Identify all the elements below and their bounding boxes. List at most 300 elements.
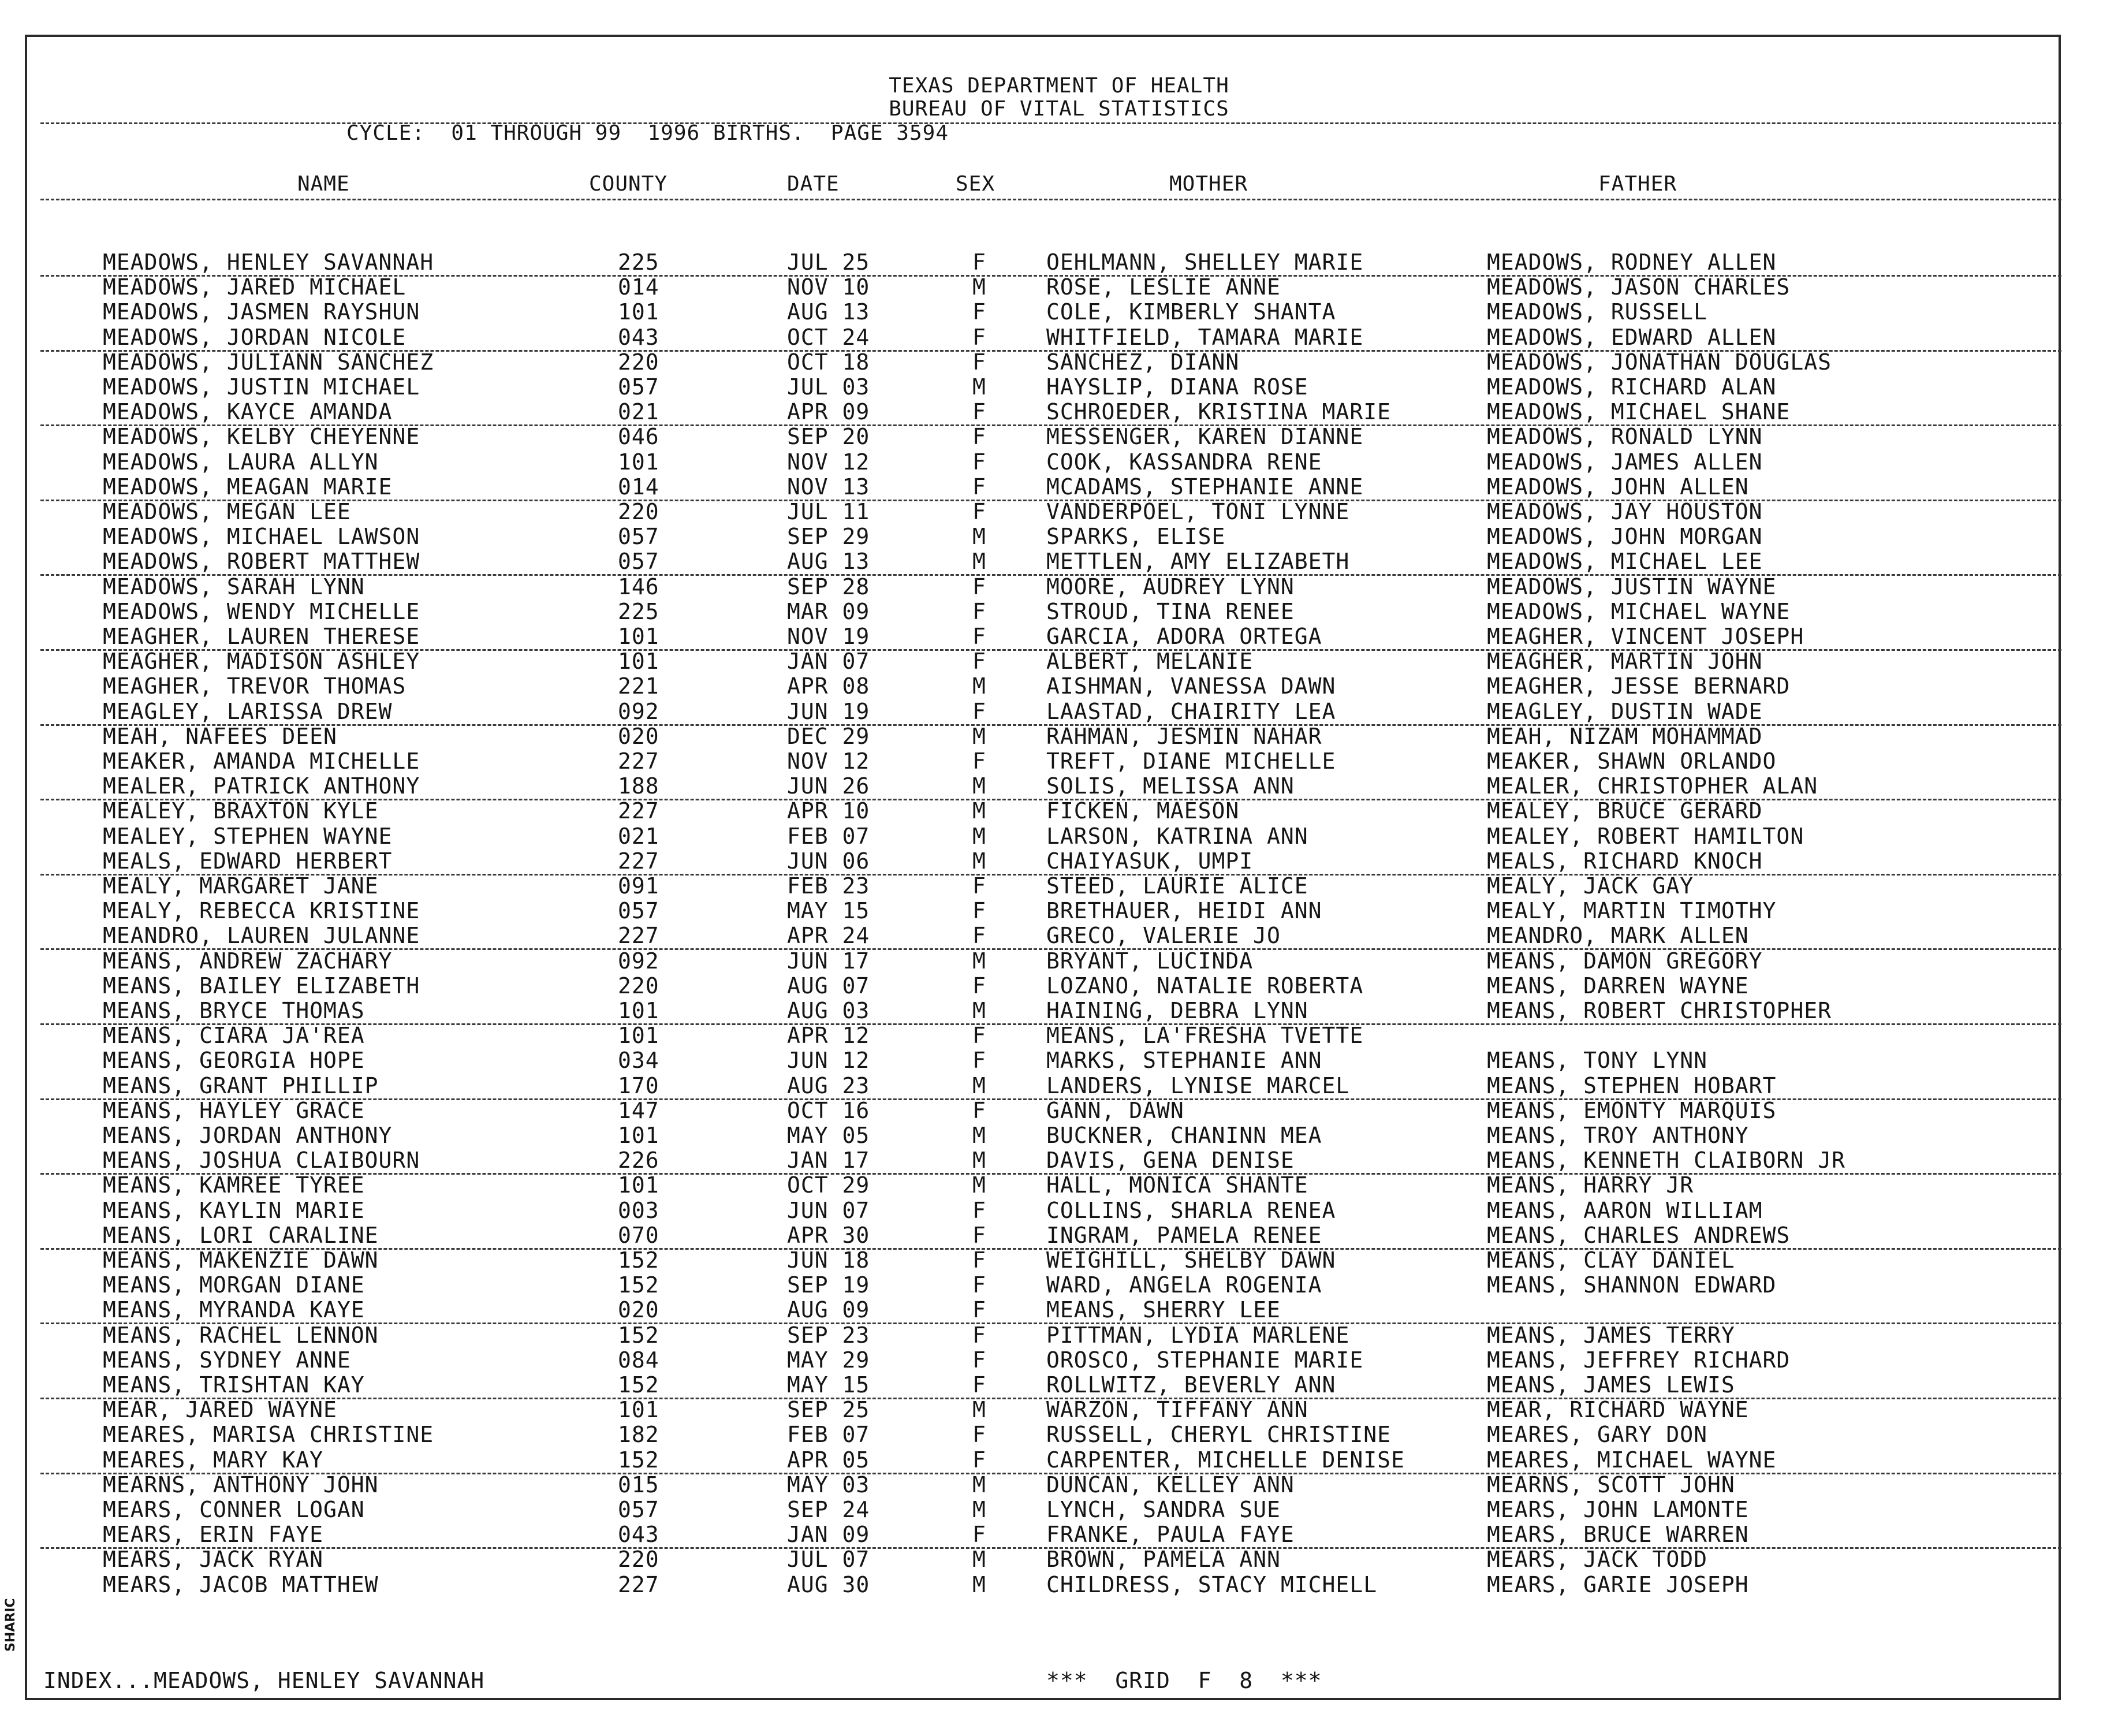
- cell-sex: M: [972, 1172, 986, 1198]
- cell-county: 057: [618, 1497, 659, 1522]
- cell-mother: LOZANO, NATALIE ROBERTA: [1046, 973, 1364, 999]
- cell-date: FEB 07: [787, 823, 870, 849]
- cell-county: 034: [618, 1048, 659, 1074]
- table-row: [0, 349, 2118, 374]
- cell-mother: COLLINS, SHARLA RENEA: [1046, 1197, 1336, 1223]
- cell-mother: MEANS, SHERRY LEE: [1046, 1297, 1281, 1323]
- table-row: [0, 773, 2118, 798]
- table-row: [0, 399, 2118, 424]
- table-row: [0, 973, 2118, 998]
- cell-county: 147: [618, 1097, 659, 1123]
- table-row: [0, 948, 2118, 973]
- cell-sex: M: [972, 723, 986, 749]
- agency-title: TEXAS DEPARTMENT OF HEALTH: [889, 74, 1229, 98]
- cell-county: 146: [618, 573, 659, 599]
- cell-county: 091: [618, 873, 659, 899]
- bureau-title: BUREAU OF VITAL STATISTICS: [889, 97, 1229, 121]
- cell-sex: F: [972, 624, 986, 649]
- cell-name: MEARNS, ANTHONY JOHN: [103, 1471, 379, 1497]
- cell-name: MEADOWS, JASMEN RAYSHUN: [103, 299, 420, 325]
- cell-sex: M: [972, 998, 986, 1023]
- cell-mother: COOK, KASSANDRA RENE: [1046, 449, 1322, 475]
- table-row: [0, 1098, 2118, 1123]
- cell-county: 021: [618, 399, 659, 425]
- table-row: [0, 424, 2118, 449]
- table-row: [0, 1472, 2118, 1497]
- cell-county: 057: [618, 524, 659, 550]
- cell-mother: HAINING, DEBRA LYNN: [1046, 998, 1308, 1023]
- cell-mother: WARD, ANGELA ROGENIA: [1046, 1272, 1322, 1298]
- cell-county: 014: [618, 274, 659, 300]
- cell-name: MEADOWS, MEAGAN MARIE: [103, 474, 393, 500]
- cell-date: NOV 12: [787, 449, 870, 475]
- cell-sex: M: [972, 848, 986, 874]
- cell-mother: AISHMAN, VANESSA DAWN: [1046, 673, 1336, 699]
- cell-mother: MCADAMS, STEPHANIE ANNE: [1046, 474, 1364, 500]
- cell-date: MAY 15: [787, 898, 870, 924]
- cell-sex: F: [972, 1197, 986, 1223]
- cell-date: JAN 09: [787, 1522, 870, 1548]
- cell-father: MEANS, STEPHEN HOBART: [1487, 1072, 1777, 1098]
- cell-mother: MOORE, AUDREY LYNN: [1046, 573, 1295, 599]
- cell-date: JUN 12: [787, 1048, 870, 1074]
- cell-father: MEADOWS, JAMES ALLEN: [1487, 449, 1763, 475]
- cell-sex: F: [972, 499, 986, 524]
- cell-sex: F: [972, 1297, 986, 1323]
- cell-father: MEAGHER, JESSE BERNARD: [1487, 673, 1791, 699]
- cell-name: MEARS, JACOB MATTHEW: [103, 1571, 379, 1597]
- cell-mother: STROUD, TINA RENEE: [1046, 598, 1295, 624]
- cell-mother: VANDERPOEL, TONI LYNNE: [1046, 499, 1350, 524]
- cell-date: OCT 29: [787, 1172, 870, 1198]
- cell-father: MEALER, CHRISTOPHER ALAN: [1487, 773, 1818, 799]
- cell-county: 101: [618, 1172, 659, 1198]
- cell-father: MEANS, KENNETH CLAIBORN JR: [1487, 1148, 1845, 1174]
- table-row: [0, 274, 2118, 299]
- cell-father: MEARS, GARIE JOSEPH: [1487, 1571, 1749, 1597]
- cell-date: FEB 23: [787, 873, 870, 899]
- cell-sex: F: [972, 449, 986, 475]
- cell-county: 225: [618, 598, 659, 624]
- cell-name: MEALEY, STEPHEN WAYNE: [103, 823, 393, 849]
- cell-sex: F: [972, 1522, 986, 1548]
- cell-father: MEARES, MICHAEL WAYNE: [1487, 1447, 1777, 1473]
- cell-county: 101: [618, 624, 659, 649]
- cell-father: MEAGHER, VINCENT JOSEPH: [1487, 624, 1804, 649]
- column-header-name: NAME: [297, 172, 350, 196]
- cell-sex: F: [972, 349, 986, 375]
- cell-mother: LANDERS, LYNISE MARCEL: [1046, 1072, 1350, 1098]
- cell-county: 070: [618, 1222, 659, 1248]
- table-row: [0, 824, 2118, 848]
- cell-date: OCT 18: [787, 349, 870, 375]
- table-row: [0, 499, 2118, 524]
- cell-date: APR 12: [787, 1023, 870, 1049]
- cell-sex: M: [972, 1397, 986, 1423]
- cell-name: MEAR, JARED WAYNE: [103, 1397, 337, 1423]
- cell-name: MEANDRO, LAUREN JULANNE: [103, 923, 420, 949]
- cell-sex: F: [972, 1372, 986, 1398]
- cell-name: MEADOWS, KAYCE AMANDA: [103, 399, 393, 425]
- table-row: [0, 574, 2118, 599]
- cell-county: 101: [618, 998, 659, 1023]
- cell-name: MEANS, BRYCE THOMAS: [103, 998, 365, 1023]
- cell-mother: CARPENTER, MICHELLE DENISE: [1046, 1447, 1405, 1473]
- cell-sex: M: [972, 1571, 986, 1597]
- table-row: [0, 1323, 2118, 1347]
- cell-sex: F: [972, 1222, 986, 1248]
- cell-mother: BUCKNER, CHANINN MEA: [1046, 1123, 1322, 1148]
- cell-county: 220: [618, 973, 659, 999]
- column-header-county: COUNTY: [589, 172, 668, 196]
- cell-name: MEADOWS, JULIANN SANCHEZ: [103, 349, 434, 375]
- table-row: [0, 1572, 2118, 1597]
- cell-county: 152: [618, 1447, 659, 1473]
- cell-county: 101: [618, 449, 659, 475]
- table-row: [0, 1148, 2118, 1172]
- cell-name: MEANS, JOSHUA CLAIBOURN: [103, 1148, 420, 1174]
- cell-name: MEANS, JORDAN ANTHONY: [103, 1123, 393, 1148]
- cell-father: MEADOWS, JOHN MORGAN: [1487, 524, 1763, 550]
- cell-mother: DUNCAN, KELLEY ANN: [1046, 1471, 1295, 1497]
- table-row: [0, 699, 2118, 724]
- table-row: [0, 1447, 2118, 1472]
- cell-name: MEARS, CONNER LOGAN: [103, 1497, 365, 1522]
- cell-mother: TREFT, DIANE MICHELLE: [1046, 748, 1336, 774]
- cycle-line: CYCLE: 01 THROUGH 99 1996 BIRTHS. PAGE 3594: [346, 121, 949, 145]
- cell-father: MEADOWS, MICHAEL SHANE: [1487, 399, 1791, 425]
- cell-mother: ALBERT, MELANIE: [1046, 649, 1254, 675]
- cell-date: JUN 06: [787, 848, 870, 874]
- cell-father: MEANS, SHANNON EDWARD: [1487, 1272, 1777, 1298]
- cell-father: MEADOWS, RICHARD ALAN: [1487, 374, 1777, 400]
- cell-date: SEP 25: [787, 1397, 870, 1423]
- cell-mother: STEED, LAURIE ALICE: [1046, 873, 1308, 899]
- cell-mother: SPARKS, ELISE: [1046, 524, 1226, 550]
- cell-sex: M: [972, 948, 986, 974]
- table-row: [0, 848, 2118, 873]
- cell-date: OCT 16: [787, 1097, 870, 1123]
- cell-date: OCT 24: [787, 324, 870, 350]
- cell-mother: MARKS, STEPHANIE ANN: [1046, 1048, 1322, 1074]
- cell-name: MEAKER, AMANDA MICHELLE: [103, 748, 420, 774]
- table-row: [0, 998, 2118, 1023]
- cell-county: 092: [618, 698, 659, 724]
- cell-mother: OROSCO, STEPHANIE MARIE: [1046, 1347, 1364, 1373]
- cell-date: JUN 26: [787, 773, 870, 799]
- cell-sex: M: [972, 823, 986, 849]
- cell-name: MEANS, GRANT PHILLIP: [103, 1072, 379, 1098]
- cell-name: MEADOWS, JUSTIN MICHAEL: [103, 374, 420, 400]
- cell-sex: F: [972, 598, 986, 624]
- cell-sex: F: [972, 649, 986, 675]
- cell-name: MEADOWS, JORDAN NICOLE: [103, 324, 407, 350]
- cell-father: MEADOWS, MICHAEL LEE: [1487, 549, 1763, 575]
- cell-mother: BRETHAUER, HEIDI ANN: [1046, 898, 1322, 924]
- cell-father: MEANS, JEFFREY RICHARD: [1487, 1347, 1791, 1373]
- cell-date: SEP 29: [787, 524, 870, 550]
- table-row: [0, 374, 2118, 399]
- cell-mother: LARSON, KATRINA ANN: [1046, 823, 1308, 849]
- cell-mother: PITTMAN, LYDIA MARLENE: [1046, 1322, 1350, 1348]
- cell-date: AUG 03: [787, 998, 870, 1023]
- cell-date: AUG 23: [787, 1072, 870, 1098]
- cell-date: JUN 19: [787, 698, 870, 724]
- cell-father: MEANS, CLAY DANIEL: [1487, 1247, 1735, 1273]
- cell-date: JUN 07: [787, 1197, 870, 1223]
- cell-name: MEARS, JACK RYAN: [103, 1547, 324, 1573]
- cell-county: 021: [618, 823, 659, 849]
- cell-father: MEADOWS, EDWARD ALLEN: [1487, 324, 1777, 350]
- cell-name: MEANS, TRISHTAN KAY: [103, 1372, 365, 1398]
- cell-mother: WARZON, TIFFANY ANN: [1046, 1397, 1308, 1423]
- table-row: [0, 474, 2118, 499]
- cell-mother: SCHROEDER, KRISTINA MARIE: [1046, 399, 1391, 425]
- table-row: [0, 1198, 2118, 1223]
- table-row: [0, 798, 2118, 823]
- cell-sex: F: [972, 1247, 986, 1273]
- cell-county: 152: [618, 1272, 659, 1298]
- cell-father: MEANS, JAMES TERRY: [1487, 1322, 1735, 1348]
- cell-county: 227: [618, 798, 659, 824]
- cell-mother: WEIGHILL, SHELBY DAWN: [1046, 1247, 1336, 1273]
- cell-date: AUG 13: [787, 549, 870, 575]
- cell-date: JUN 17: [787, 948, 870, 974]
- cell-date: FEB 07: [787, 1422, 870, 1448]
- table-row: [0, 1048, 2118, 1072]
- table-row: [0, 923, 2118, 948]
- table-row: [0, 898, 2118, 923]
- cell-county: 152: [618, 1372, 659, 1398]
- table-row: [0, 299, 2118, 324]
- cell-father: MEAGHER, MARTIN JOHN: [1487, 649, 1763, 675]
- side-label: SHARIC: [3, 1598, 18, 1652]
- cell-date: SEP 20: [787, 424, 870, 450]
- cell-father: MEANS, ROBERT CHRISTOPHER: [1487, 998, 1832, 1023]
- cell-county: 188: [618, 773, 659, 799]
- cell-county: 057: [618, 898, 659, 924]
- column-header-divider: [40, 199, 2061, 200]
- cell-date: MAY 29: [787, 1347, 870, 1373]
- cell-mother: SANCHEZ, DIANN: [1046, 349, 1240, 375]
- cell-county: 170: [618, 1072, 659, 1098]
- cell-father: MEADOWS, JONATHAN DOUGLAS: [1487, 349, 1832, 375]
- cell-sex: M: [972, 673, 986, 699]
- cell-father: MEARS, JOHN LAMONTE: [1487, 1497, 1749, 1522]
- cell-name: MEADOWS, MEGAN LEE: [103, 499, 351, 524]
- table-row: [0, 325, 2118, 349]
- cell-sex: M: [972, 1148, 986, 1174]
- cell-father: MEALY, JACK GAY: [1487, 873, 1694, 899]
- cell-date: AUG 07: [787, 973, 870, 999]
- cell-mother: WHITFIELD, TAMARA MARIE: [1046, 324, 1364, 350]
- table-row: [0, 1272, 2118, 1297]
- cell-father: MEAR, RICHARD WAYNE: [1487, 1397, 1749, 1423]
- cell-date: NOV 10: [787, 274, 870, 300]
- table-row: [0, 673, 2118, 698]
- cell-sex: M: [972, 798, 986, 824]
- cell-name: MEAGHER, TREVOR THOMAS: [103, 673, 407, 699]
- cell-sex: M: [972, 274, 986, 300]
- cell-sex: F: [972, 748, 986, 774]
- cell-father: MEARS, BRUCE WARREN: [1487, 1522, 1749, 1548]
- cell-father: MEANS, AARON WILLIAM: [1487, 1197, 1763, 1223]
- cell-name: MEANS, RACHEL LENNON: [103, 1322, 379, 1348]
- cell-father: MEARES, GARY DON: [1487, 1422, 1708, 1448]
- table-row: [0, 1247, 2118, 1272]
- cell-name: MEANS, HAYLEY GRACE: [103, 1097, 365, 1123]
- cell-county: 046: [618, 424, 659, 450]
- table-row: [0, 1073, 2118, 1098]
- cell-name: MEALEY, BRAXTON KYLE: [103, 798, 379, 824]
- cell-sex: F: [972, 1422, 986, 1448]
- cell-sex: M: [972, 1471, 986, 1497]
- cell-name: MEADOWS, LAURA ALLYN: [103, 449, 379, 475]
- cell-date: MAY 15: [787, 1372, 870, 1398]
- cell-county: 020: [618, 1297, 659, 1323]
- cell-date: MAY 03: [787, 1471, 870, 1497]
- cell-father: MEADOWS, JASON CHARLES: [1487, 274, 1791, 300]
- cell-name: MEANS, MORGAN DIANE: [103, 1272, 365, 1298]
- cell-county: 226: [618, 1148, 659, 1174]
- cell-county: 020: [618, 723, 659, 749]
- cell-mother: GARCIA, ADORA ORTEGA: [1046, 624, 1322, 649]
- cell-name: MEARES, MARISA CHRISTINE: [103, 1422, 434, 1448]
- cell-mother: OEHLMANN, SHELLEY MARIE: [1046, 249, 1364, 275]
- cell-father: MEANS, DAMON GREGORY: [1487, 948, 1763, 974]
- cell-sex: F: [972, 1272, 986, 1298]
- cell-sex: M: [972, 549, 986, 575]
- cell-mother: BRYANT, LUCINDA: [1046, 948, 1254, 974]
- cell-mother: HAYSLIP, DIANA ROSE: [1046, 374, 1308, 400]
- cell-sex: F: [972, 324, 986, 350]
- cell-date: JAN 17: [787, 1148, 870, 1174]
- cell-father: MEALY, MARTIN TIMOTHY: [1487, 898, 1777, 924]
- cell-mother: GRECO, VALERIE JO: [1046, 923, 1281, 949]
- cell-sex: F: [972, 299, 986, 325]
- cell-date: APR 08: [787, 673, 870, 699]
- cell-sex: M: [972, 374, 986, 400]
- cell-father: MEANS, DARREN WAYNE: [1487, 973, 1749, 999]
- cell-sex: F: [972, 898, 986, 924]
- cell-date: JUL 25: [787, 249, 870, 275]
- cell-mother: FRANKE, PAULA FAYE: [1046, 1522, 1295, 1548]
- column-header-father: FATHER: [1598, 172, 1677, 196]
- table-row: [0, 599, 2118, 624]
- cell-mother: SOLIS, MELISSA ANN: [1046, 773, 1295, 799]
- cell-name: MEANS, BAILEY ELIZABETH: [103, 973, 420, 999]
- table-row: [0, 549, 2118, 573]
- cell-mother: INGRAM, PAMELA RENEE: [1046, 1222, 1322, 1248]
- cell-county: 101: [618, 1123, 659, 1148]
- table-row: [0, 1547, 2118, 1571]
- cell-father: MEADOWS, JAY HOUSTON: [1487, 499, 1763, 524]
- cell-name: MEALS, EDWARD HERBERT: [103, 848, 393, 874]
- cell-county: 015: [618, 1471, 659, 1497]
- cell-name: MEARS, ERIN FAYE: [103, 1522, 324, 1548]
- cell-county: 182: [618, 1422, 659, 1448]
- table-row: [0, 724, 2118, 748]
- cell-mother: BROWN, PAMELA ANN: [1046, 1547, 1281, 1573]
- table-row: [0, 1522, 2118, 1547]
- cell-county: 227: [618, 923, 659, 949]
- cell-sex: F: [972, 1322, 986, 1348]
- cell-father: MEADOWS, JOHN ALLEN: [1487, 474, 1749, 500]
- cell-mother: LYNCH, SANDRA SUE: [1046, 1497, 1281, 1522]
- cell-sex: F: [972, 399, 986, 425]
- cell-father: MEARS, JACK TODD: [1487, 1547, 1708, 1573]
- table-row: [0, 1347, 2118, 1372]
- cell-father: MEANS, HARRY JR: [1487, 1172, 1694, 1198]
- cell-father: MEAKER, SHAWN ORLANDO: [1487, 748, 1777, 774]
- table-row: [0, 873, 2118, 898]
- cell-sex: M: [972, 1123, 986, 1148]
- cell-name: MEADOWS, SARAH LYNN: [103, 573, 365, 599]
- cell-date: APR 30: [787, 1222, 870, 1248]
- cell-name: MEANS, KAYLIN MARIE: [103, 1197, 365, 1223]
- cell-date: APR 09: [787, 399, 870, 425]
- table-row: [0, 1023, 2118, 1048]
- column-header-mother: MOTHER: [1169, 172, 1248, 196]
- cell-father: MEADOWS, RONALD LYNN: [1487, 424, 1763, 450]
- cell-date: AUG 09: [787, 1297, 870, 1323]
- cell-sex: F: [972, 698, 986, 724]
- table-row: [0, 1172, 2118, 1197]
- cell-date: APR 05: [787, 1447, 870, 1473]
- cell-name: MEANS, MYRANDA KAYE: [103, 1297, 365, 1323]
- cell-date: SEP 19: [787, 1272, 870, 1298]
- cell-mother: ROLLWITZ, BEVERLY ANN: [1046, 1372, 1336, 1398]
- cell-father: MEANS, CHARLES ANDREWS: [1487, 1222, 1791, 1248]
- cell-mother: RUSSELL, CHERYL CHRISTINE: [1046, 1422, 1391, 1448]
- cell-name: MEANS, LORI CARALINE: [103, 1222, 379, 1248]
- cell-sex: F: [972, 1097, 986, 1123]
- cell-county: 084: [618, 1347, 659, 1373]
- cell-county: 101: [618, 1397, 659, 1423]
- cell-sex: M: [972, 773, 986, 799]
- cell-mother: DAVIS, GENA DENISE: [1046, 1148, 1295, 1174]
- cell-county: 220: [618, 499, 659, 524]
- cell-date: SEP 24: [787, 1497, 870, 1522]
- column-header-date: DATE: [787, 172, 840, 196]
- cell-mother: GANN, DAWN: [1046, 1097, 1184, 1123]
- cell-date: JAN 07: [787, 649, 870, 675]
- table-row: [0, 1372, 2118, 1397]
- table-row: [0, 748, 2118, 773]
- cell-sex: M: [972, 1072, 986, 1098]
- cell-father: MEANDRO, MARK ALLEN: [1487, 923, 1749, 949]
- cell-sex: F: [972, 1023, 986, 1049]
- cell-mother: MEANS, LA'FRESHA TVETTE: [1046, 1023, 1364, 1049]
- cell-sex: F: [972, 873, 986, 899]
- cell-mother: ROSE, LESLIE ANNE: [1046, 274, 1281, 300]
- cell-sex: F: [972, 424, 986, 450]
- cell-date: JUL 11: [787, 499, 870, 524]
- cell-mother: HALL, MONICA SHANTE: [1046, 1172, 1308, 1198]
- cell-sex: F: [972, 1347, 986, 1373]
- cell-date: JUL 07: [787, 1547, 870, 1573]
- cell-date: APR 24: [787, 923, 870, 949]
- cell-county: 225: [618, 249, 659, 275]
- cell-date: AUG 30: [787, 1571, 870, 1597]
- table-row: [0, 249, 2118, 274]
- cell-father: MEALEY, ROBERT HAMILTON: [1487, 823, 1804, 849]
- cell-county: 227: [618, 848, 659, 874]
- header-divider: [40, 122, 2061, 124]
- cell-county: 014: [618, 474, 659, 500]
- cell-name: MEALER, PATRICK ANTHONY: [103, 773, 420, 799]
- cell-name: MEADOWS, JARED MICHAEL: [103, 274, 407, 300]
